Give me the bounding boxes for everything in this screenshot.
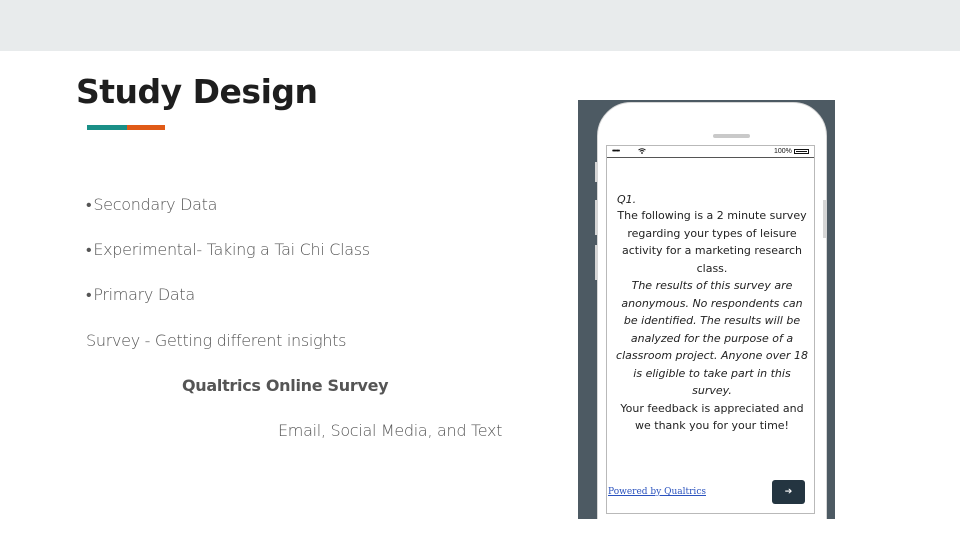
top-band: [0, 0, 960, 51]
question-label: Q1.: [617, 193, 637, 206]
bullet-text: Secondary Data: [93, 195, 218, 214]
title-accent-orange: [127, 125, 165, 130]
phone-power-button: [823, 200, 826, 238]
question-text: [615, 207, 809, 435]
bullet-marker: •: [86, 195, 92, 214]
bullet-secondary-data: [86, 195, 217, 215]
signal-dots: •••••: [612, 148, 620, 155]
qualtrics-line: Qualtrics Online Survey: [182, 376, 389, 395]
arrow-right-icon: ➔: [784, 487, 793, 497]
wifi-icon: [638, 148, 646, 154]
bullet-text: Primary Data: [93, 285, 195, 304]
bullet-primary-data: [86, 285, 195, 305]
bullet-text: Experimental- Taking a Tai Chi Class: [93, 240, 370, 259]
phone-screen: [606, 145, 815, 514]
survey-line: Survey - Getting different insights: [86, 331, 347, 350]
status-divider: [607, 157, 814, 158]
bullet-marker: •: [86, 285, 92, 304]
title-accent-teal: [87, 125, 127, 130]
question-intro: The following is a 2 minute survey regarding your types of leisure activity for a marketing research class.: [617, 209, 807, 275]
phone-side-button: [595, 200, 598, 235]
bullet-marker: •: [86, 240, 92, 259]
channels-line: Email, Social Media, and Text: [278, 421, 503, 440]
battery-percent: 100%: [774, 148, 792, 155]
slide-title: Study Design: [76, 72, 318, 111]
battery-icon: [794, 149, 809, 154]
phone-side-button: [595, 245, 598, 280]
question-disclaimer: The results of this survey are anonymous. No respondents can be identified. The results will be analyzed for the purpose of a classroom project. Anyone over 18 is eligible to take part in this survey.: [616, 279, 808, 397]
next-button[interactable]: [772, 480, 805, 504]
question-closing: Your feedback is appreciated and we thank you for your time!: [620, 401, 804, 432]
phone-speaker: [713, 134, 750, 138]
bullet-experimental: [86, 240, 370, 260]
powered-by-qualtrics-link[interactable]: Powered by Qualtrics: [608, 487, 706, 497]
phone-side-button: [595, 162, 598, 182]
status-bar: [607, 146, 814, 158]
